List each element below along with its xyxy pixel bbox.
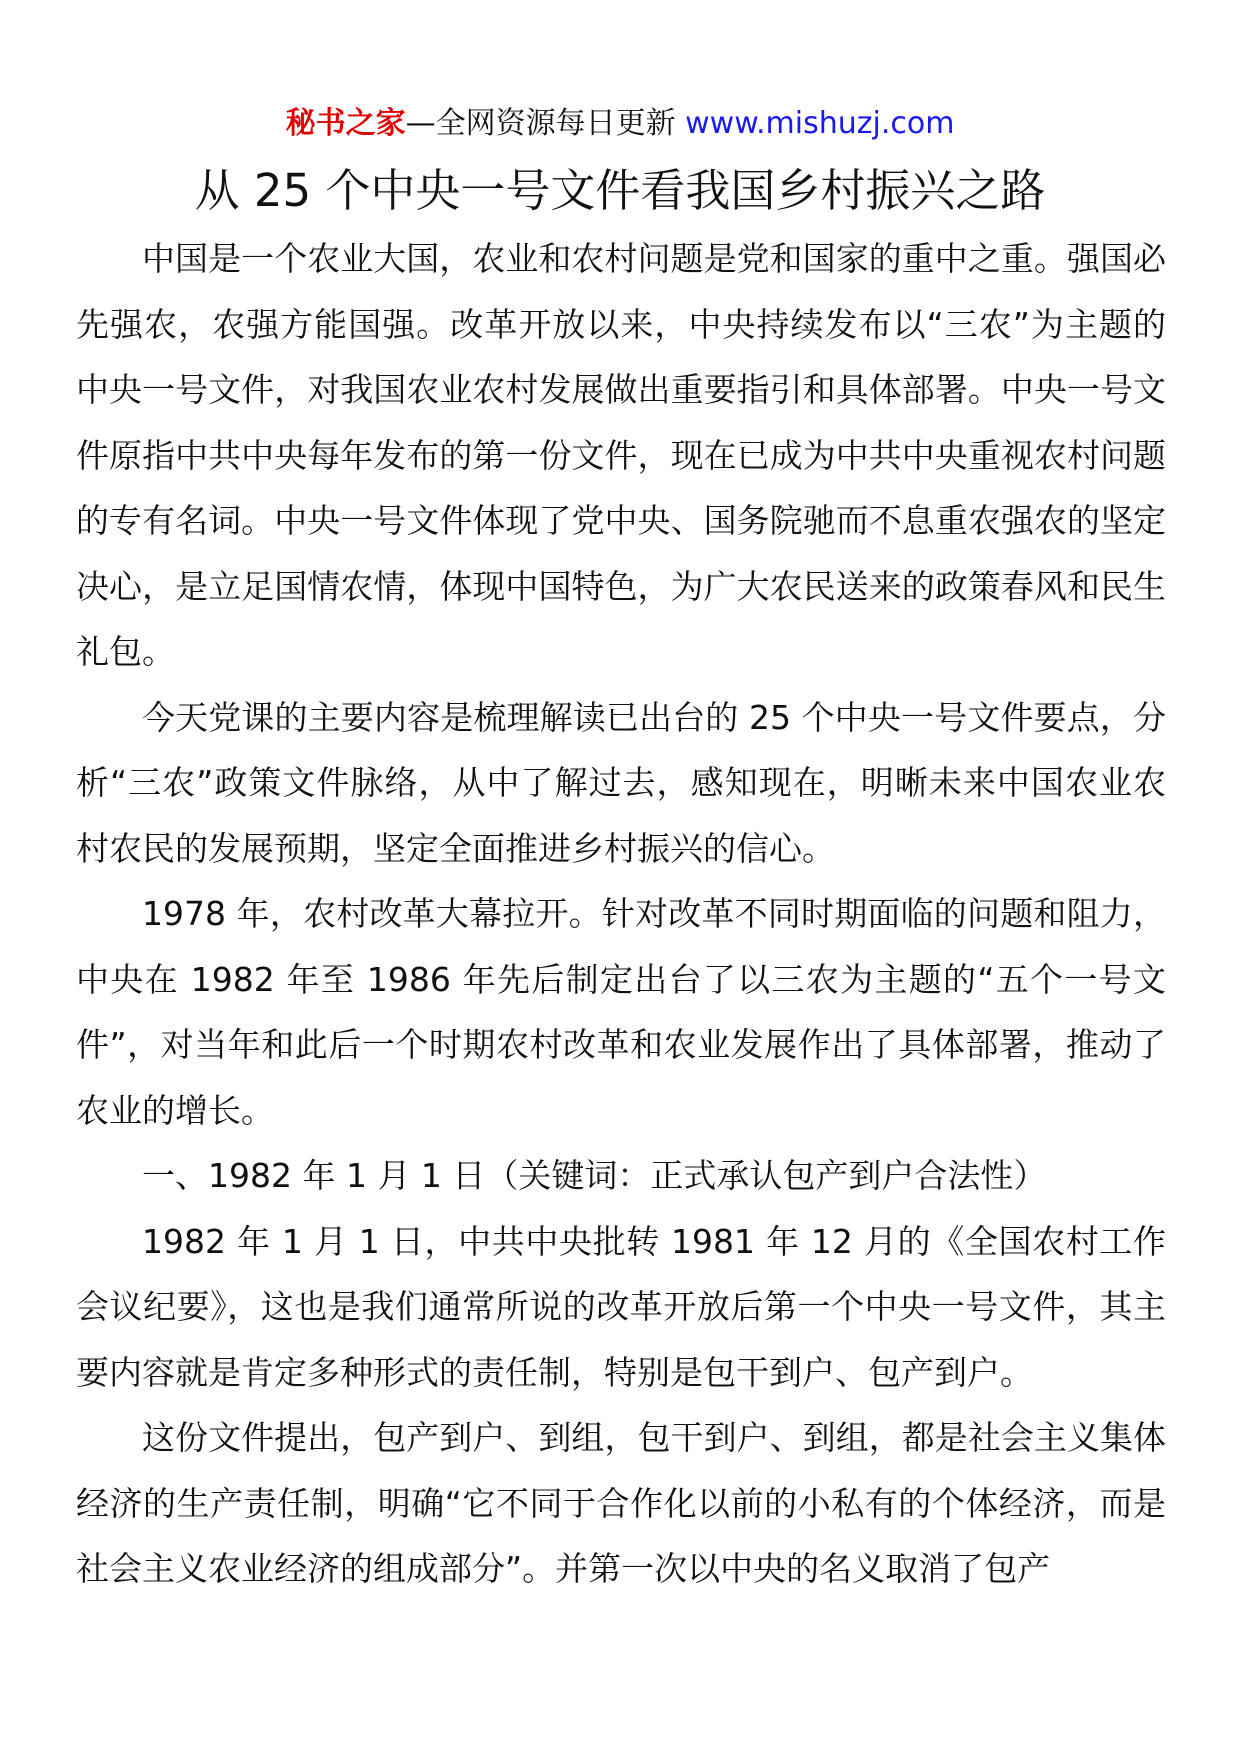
brand-name: 秘书之家 [285, 106, 406, 141]
header-slogan: —全网资源每日更新 [405, 106, 676, 141]
section-heading-1982: 一、1982 年 1 月 1 日（关键词：正式承认包产到户合法性） [142, 1156, 1047, 1195]
paragraph-1982-document: 1982 年 1 月 1 日，中共中央批转 1981 年 12 月的《全国农村工作会议纪要》，这也是我们通常所说的改革开放后第一个中央一号文件，其主要内容就是肯定多种形式的责任制，特别是包干到户、包产到户。 [76, 1221, 1166, 1392]
paragraph-1978-reform: 1978 年，农村改革大幕拉开。针对改革不同时期面临的问题和阻力，中央在 1982 年至 1986 年先后制定出台了以三农为主题的“五个一号文件”，对当年和此后一个时期农村改革和农业发展作出了具体部署，推动了农业的增长。 [76, 894, 1166, 1130]
paragraph-responsibility-system: 这份文件提出，包产到户、到组，包干到户、到组，都是社会主义集体经济的生产责任制，明确“它不同于合作化以前的小私有的个体经济，而是社会主义农业经济的组成部分”。并第一次以中央的名义取消了包产 [76, 1418, 1166, 1588]
document-body [76, 226, 1166, 1602]
paragraph-lesson-content: 今天党课的主要内容是梳理解读已出台的 25 个中央一号文件要点，分析“三农”政策文件脉络，从中了解过去，感知现在，明晰未来中国农业农村农民的发展预期，坚定全面推进乡村振兴的信心。 [76, 697, 1166, 868]
site-url-link[interactable]: www.mishuzj.com [685, 106, 955, 141]
document-title: 从 25 个中央一号文件看我国乡村振兴之路 [194, 164, 1046, 217]
site-header [0, 104, 1240, 144]
paragraph-intro: 中国是一个农业大国，农业和农村问题是党和国家的重中之重。强国必先强农，农强方能国强。改革开放以来，中央持续发布以“三农”为主题的中央一号文件，对我国农业农村发展做出重要指引和具体部署。中央一号文件原指中共中央每年发布的第一份文件，现在已成为中共中央重视农村问题的专有名词。中央一号文件体现了党中央、国务院驰而不息重农强农的坚定决心，是立足国情农情，体现中国特色，为广大农民送来的政策春风和民生礼包。 [76, 239, 1166, 671]
